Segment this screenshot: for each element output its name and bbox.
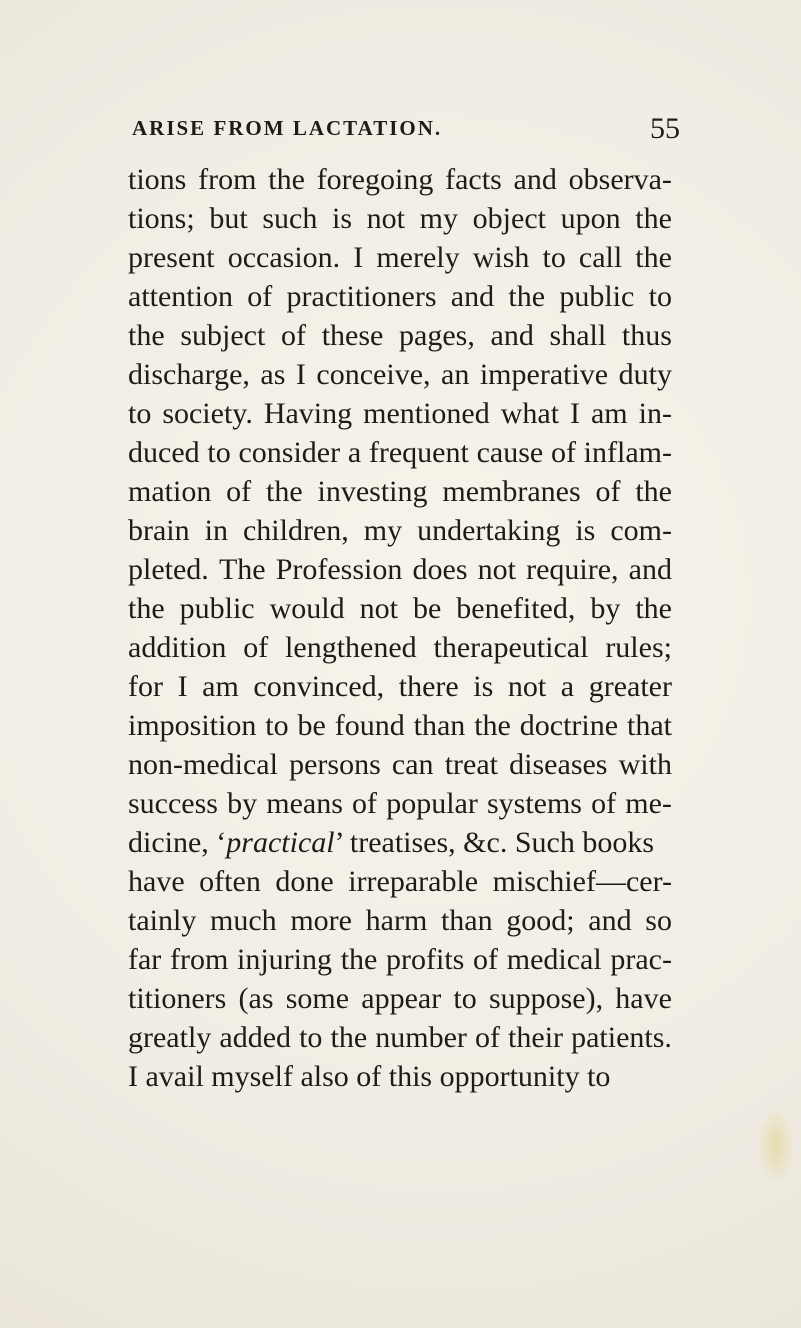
text-line <box>128 823 672 862</box>
word: what <box>500 397 560 430</box>
word: done <box>275 865 334 898</box>
word: investing <box>317 475 428 508</box>
word: appear <box>361 982 442 1015</box>
text-line <box>128 1018 672 1057</box>
word: greatly <box>128 1021 212 1054</box>
word: shall <box>549 319 607 352</box>
word: tions; <box>128 202 195 235</box>
word: undertaking <box>417 514 561 547</box>
word: not <box>507 670 547 703</box>
word: not <box>477 553 516 586</box>
text-line <box>128 433 672 472</box>
word: of <box>473 943 499 976</box>
word: lengthened <box>285 631 417 664</box>
text-line <box>128 862 672 901</box>
page-number: 55 <box>650 112 680 145</box>
paper-stain <box>759 1110 793 1180</box>
text-line <box>128 550 672 589</box>
word: merely <box>376 241 460 274</box>
text-line <box>128 901 672 940</box>
word: means <box>266 787 343 820</box>
word: rules; <box>605 631 672 664</box>
word: non-medical <box>128 748 278 781</box>
word: mentioned <box>363 397 490 430</box>
word: for <box>128 670 163 703</box>
word: of <box>474 1021 500 1054</box>
text-fragment: ’ treatises, &c. Such books <box>334 826 654 859</box>
word: have <box>128 865 185 898</box>
word: to <box>453 982 477 1015</box>
word: would <box>269 592 345 625</box>
word: greater <box>588 670 672 703</box>
word: harm <box>365 904 428 937</box>
word: call <box>578 241 623 274</box>
word: the <box>508 280 546 313</box>
word: observa- <box>568 163 672 196</box>
word: my <box>419 202 459 235</box>
text-line <box>128 316 672 355</box>
word: as <box>260 358 286 391</box>
word: from <box>198 163 257 196</box>
word: require, <box>526 553 619 586</box>
word: inflam- <box>583 436 672 469</box>
word: often <box>199 865 261 898</box>
word: there <box>398 670 459 703</box>
word: be <box>297 709 326 742</box>
word: pleted. <box>128 553 209 586</box>
word: the <box>128 592 165 625</box>
word: and <box>628 553 672 586</box>
word: wish <box>472 241 530 274</box>
word: and <box>450 280 495 313</box>
word: I <box>353 241 364 274</box>
word: so <box>645 904 672 937</box>
word: suppose), <box>488 982 604 1015</box>
word: found <box>334 709 405 742</box>
word: frequent <box>368 436 469 469</box>
word: foregoing <box>316 163 434 196</box>
word: can <box>391 748 434 781</box>
word: upon <box>560 202 621 235</box>
word: their <box>508 1021 564 1054</box>
word: patients. <box>571 1021 672 1054</box>
word: the <box>340 943 378 976</box>
word: profits <box>386 943 465 976</box>
word: I <box>177 670 188 703</box>
word: a <box>347 436 362 469</box>
word: is <box>332 202 353 235</box>
word: conceive, <box>316 358 431 391</box>
word: am <box>590 397 628 430</box>
word: of <box>591 787 617 820</box>
word: pages, <box>399 319 475 352</box>
word: have <box>615 982 672 1015</box>
word: present <box>128 241 215 274</box>
word: than <box>440 904 493 937</box>
word: to <box>265 709 289 742</box>
word: my <box>363 514 403 547</box>
word: The <box>218 553 266 586</box>
word: of <box>550 436 576 469</box>
word: popular <box>386 787 478 820</box>
word: an <box>441 358 470 391</box>
word: of <box>352 787 378 820</box>
word: not <box>366 202 406 235</box>
word: in <box>204 514 228 547</box>
running-head <box>132 112 680 150</box>
word: the <box>266 475 303 508</box>
word: to <box>299 1021 323 1054</box>
word: systems <box>486 787 582 820</box>
word: the <box>635 241 672 274</box>
word: and <box>513 163 557 196</box>
word: these <box>321 319 384 352</box>
text-line <box>128 706 672 745</box>
word: mischief—cer- <box>492 865 672 898</box>
word: the <box>268 163 305 196</box>
word: diseases <box>509 748 608 781</box>
word: to <box>648 280 672 313</box>
word: in- <box>638 397 672 430</box>
word: but <box>209 202 248 235</box>
text-line <box>128 940 672 979</box>
word: good; <box>506 904 575 937</box>
word: of <box>243 631 269 664</box>
text-line <box>128 628 672 667</box>
word: me- <box>625 787 672 820</box>
word: cause <box>476 436 544 469</box>
word: am <box>202 670 239 703</box>
word: by <box>227 787 258 820</box>
word: children, <box>242 514 349 547</box>
body-text <box>128 160 672 1096</box>
word: the <box>474 709 511 742</box>
word: much <box>210 904 277 937</box>
word: com- <box>610 514 672 547</box>
text-line <box>128 589 672 628</box>
word: and <box>588 904 632 937</box>
word: persons <box>289 748 381 781</box>
word: added <box>219 1021 292 1054</box>
word: and <box>490 319 534 352</box>
word: therapeutical <box>433 631 589 664</box>
word: the <box>635 202 672 235</box>
word: by <box>590 592 621 625</box>
running-title: ARISE FROM LACTATION. <box>132 116 443 140</box>
italic-text: practical <box>226 826 335 859</box>
word: does <box>412 553 468 586</box>
word: prac- <box>610 943 672 976</box>
word: attention <box>128 280 233 313</box>
word: treat <box>444 748 499 781</box>
text-line <box>128 979 672 1018</box>
word: the <box>330 1021 368 1054</box>
word: of <box>281 319 307 352</box>
word: mation <box>128 475 212 508</box>
word: to <box>128 397 152 430</box>
word: is <box>473 670 494 703</box>
word: more <box>290 904 352 937</box>
word: medical <box>506 943 602 976</box>
word: tions <box>128 163 187 196</box>
word: with <box>618 748 672 781</box>
text-line <box>128 394 672 433</box>
word: society. <box>162 397 253 430</box>
word: doctrine <box>519 709 619 742</box>
word: tainly <box>128 904 197 937</box>
word: such <box>262 202 318 235</box>
word: to <box>207 436 231 469</box>
text-line <box>128 199 672 238</box>
word: benefited, <box>456 592 576 625</box>
word: the <box>635 475 672 508</box>
word: injuring <box>237 943 332 976</box>
text-fragment: dicine, ‘ <box>128 826 227 859</box>
word: number <box>375 1021 467 1054</box>
word: membranes <box>442 475 581 508</box>
word: public <box>559 280 635 313</box>
text-line <box>128 784 672 823</box>
word: brain <box>128 514 190 547</box>
word: be <box>412 592 442 625</box>
text-line <box>128 355 672 394</box>
word: the <box>128 319 165 352</box>
word: consider <box>238 436 341 469</box>
word: the <box>635 592 672 625</box>
word: to <box>542 241 566 274</box>
word: from <box>169 943 229 976</box>
word: that <box>626 709 672 742</box>
word: irreparable <box>348 865 479 898</box>
word: of <box>226 475 252 508</box>
text-line <box>128 160 672 199</box>
word: duced <box>128 436 200 469</box>
word: far <box>128 943 162 976</box>
word: some <box>285 982 350 1015</box>
word: convinced, <box>253 670 385 703</box>
word: a <box>560 670 575 703</box>
text-line <box>128 238 672 277</box>
word: I <box>295 358 306 391</box>
word: titioners <box>128 982 227 1015</box>
word: occasion. <box>227 241 341 274</box>
word: is <box>575 514 596 547</box>
word: Profession <box>275 553 403 586</box>
word: practitioners <box>286 280 437 313</box>
word: (as <box>238 982 274 1015</box>
word: not <box>359 592 398 625</box>
text-line: I avail myself also of this opportunity to <box>128 1060 611 1093</box>
word: Having <box>263 397 353 430</box>
word: thus <box>621 319 672 352</box>
word: imposition <box>128 709 257 742</box>
word: object <box>472 202 546 235</box>
word: of <box>247 280 273 313</box>
text-line <box>128 745 672 784</box>
word: success <box>128 787 218 820</box>
word: subject <box>180 319 266 352</box>
text-line <box>128 511 672 550</box>
word: of <box>595 475 621 508</box>
word: than <box>413 709 466 742</box>
text-line <box>128 472 672 511</box>
text-line <box>128 277 672 316</box>
word: imperative <box>479 358 609 391</box>
word: discharge, <box>128 358 250 391</box>
word: facts <box>445 163 502 196</box>
word: addition <box>128 631 227 664</box>
word: I <box>570 397 581 430</box>
word: public <box>179 592 255 625</box>
word: duty <box>618 358 672 391</box>
text-line <box>128 667 672 706</box>
